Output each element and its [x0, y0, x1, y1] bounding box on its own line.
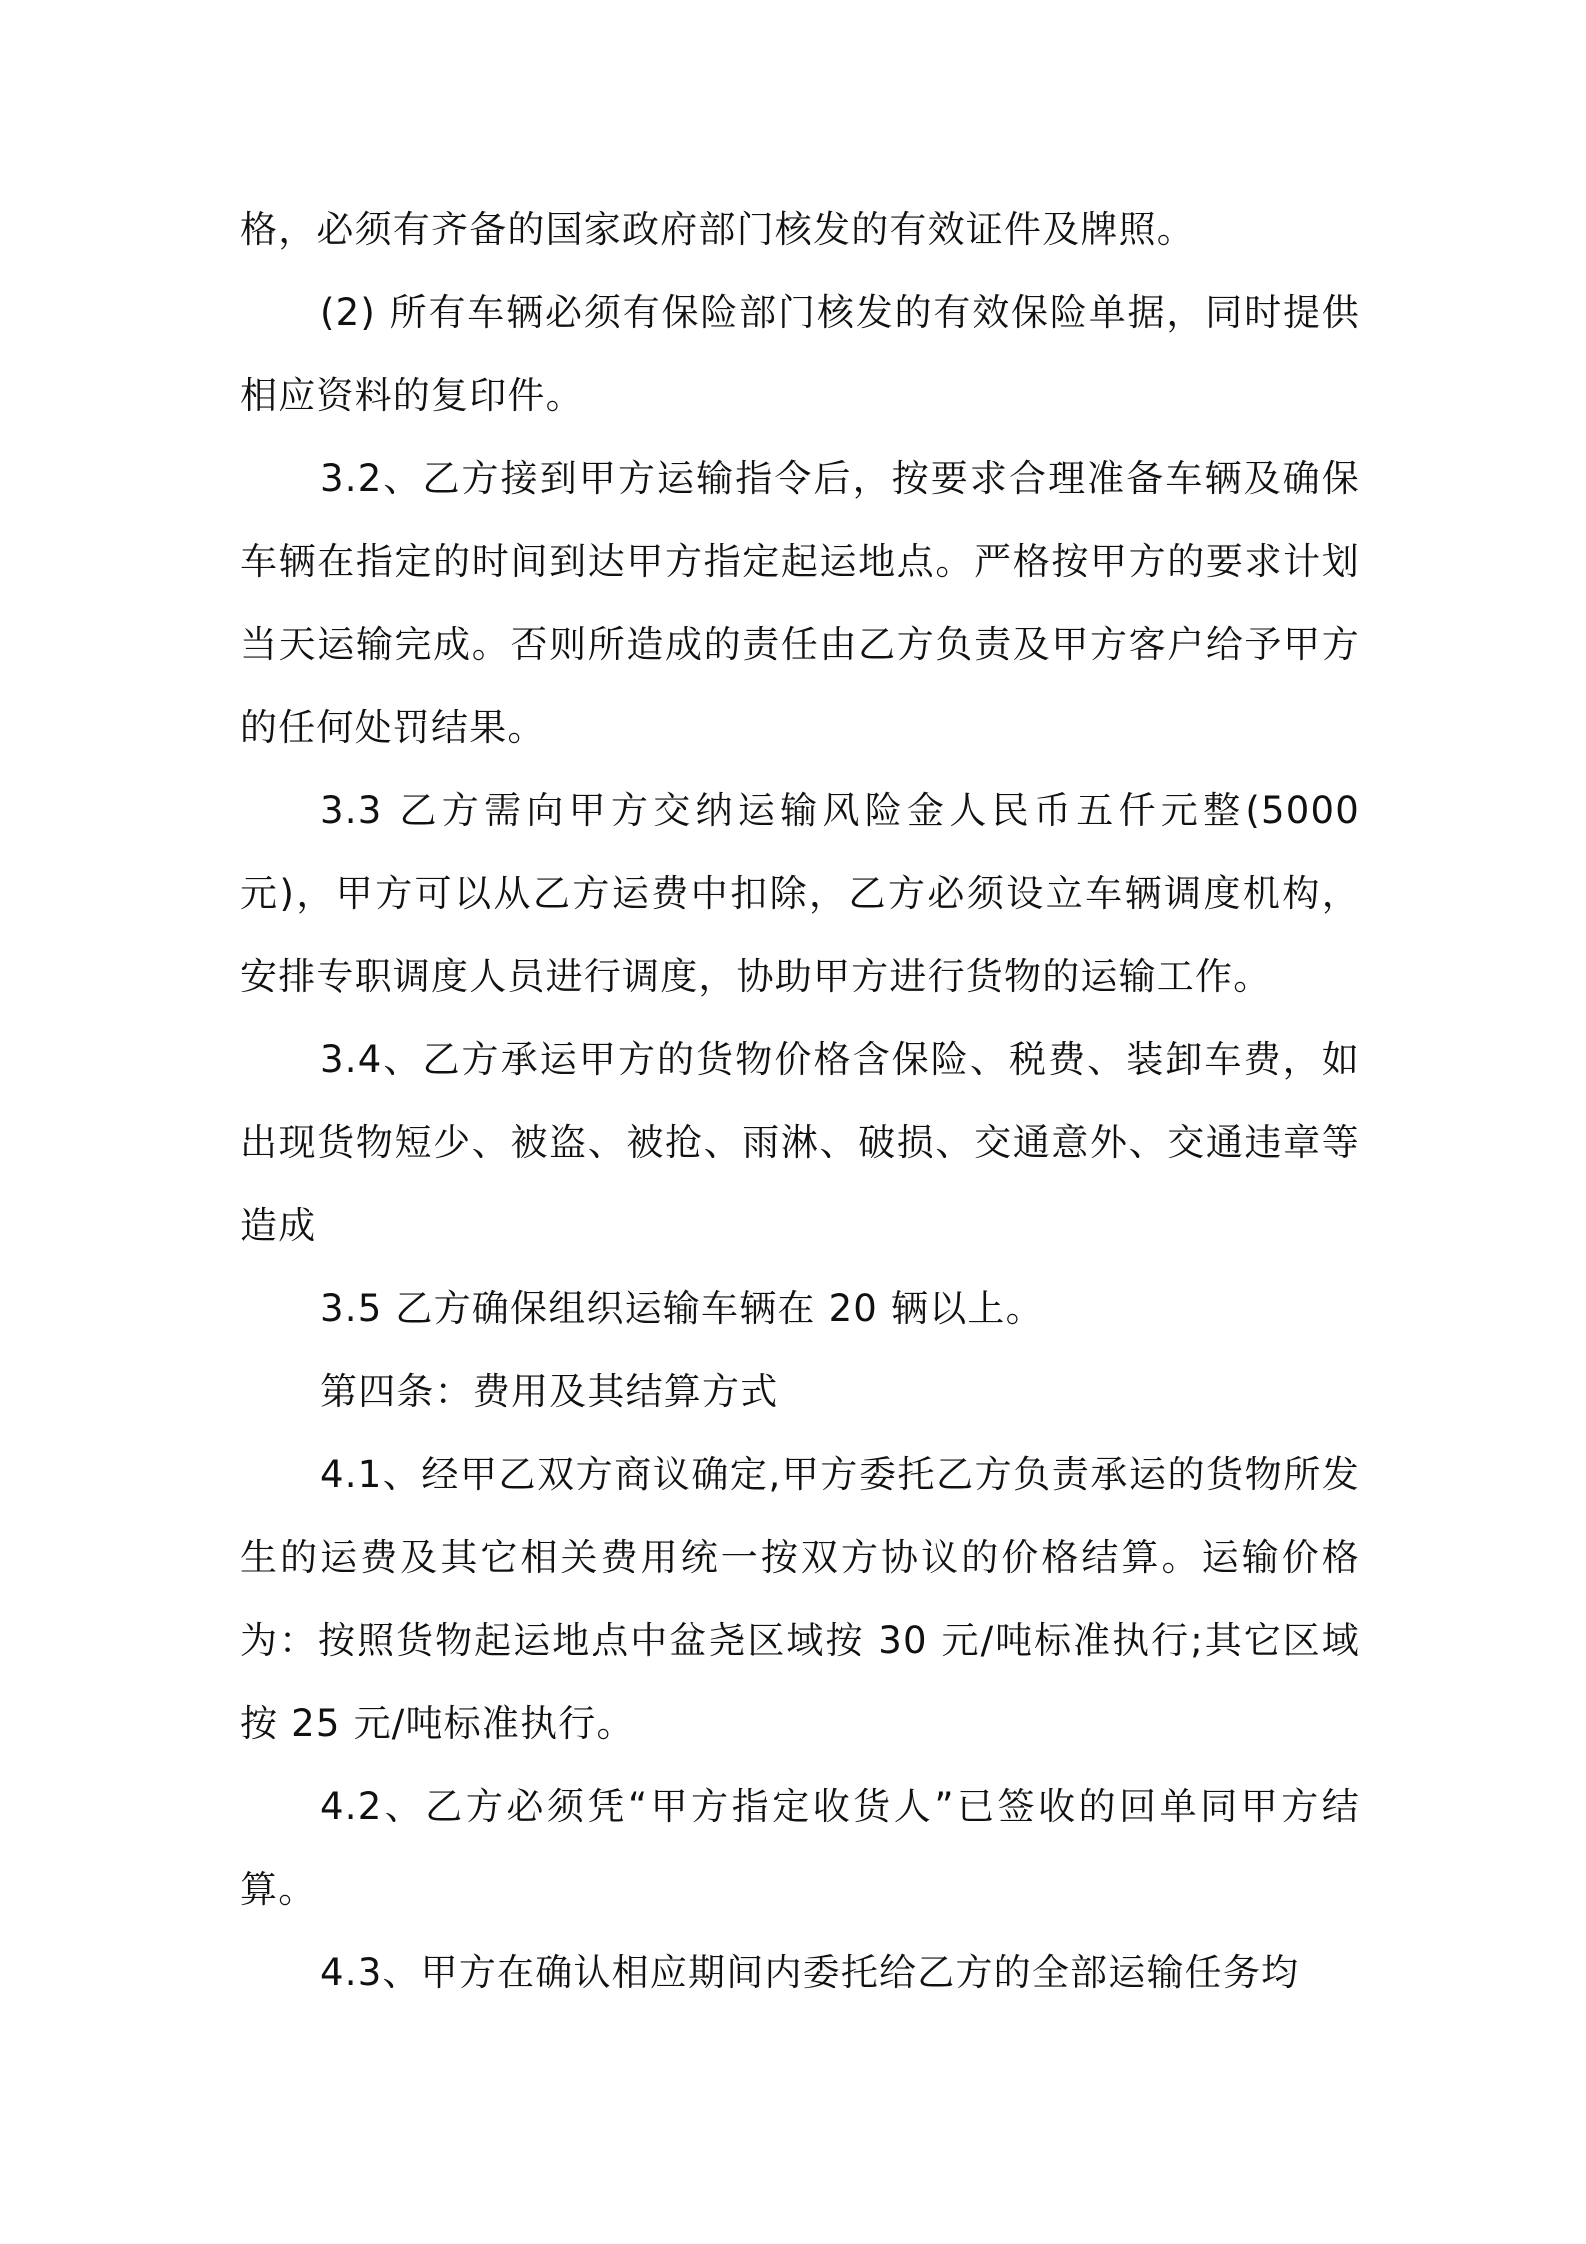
paragraph-3: 3.2、乙方接到甲方运输指令后，按要求合理准备车辆及确保车辆在指定的时间到达甲方指定起运地点。严格按甲方的要求计划当天运输完成。否则所造成的责任由乙方负责及甲方客户给予甲方的任何处罚结果。 [240, 457, 1360, 749]
paragraph-9: 4.2、乙方必须凭“甲方指定收货人”已签收的回单同甲方结算。 [240, 1785, 1360, 1911]
paragraph-2: (2) 所有车辆必须有保险部门核发的有效保险单据，同时提供相应资料的复印件。 [240, 291, 1360, 417]
section-heading: 第四条：费用及其结算方式 [320, 1370, 779, 1413]
document-page [240, 188, 1360, 2014]
paragraph-4: 3.3 乙方需向甲方交纳运输风险金人民币五仟元整(5000元)，甲方可以从乙方运费中扣除，乙方必须设立车辆调度机构，安排专职调度人员进行调度，协助甲方进行货物的运输工作。 [240, 789, 1360, 998]
paragraph-5: 3.4、乙方承运甲方的货物价格含保险、税费、装卸车费，如出现货物短少、被盗、被抢、雨淋、破损、交通意外、交通违章等造成 [240, 1038, 1360, 1247]
paragraph-6: 3.5 乙方确保组织运输车辆在 20 辆以上。 [320, 1287, 1044, 1330]
paragraph-1: 格，必须有齐备的国家政府部门核发的有效证件及牌照。 [240, 208, 1195, 251]
paragraph-10: 4.3、甲方在确认相应期间内委托给乙方的全部运输任务均 [320, 1951, 1300, 1994]
paragraph-8: 4.1、经甲乙双方商议确定,甲方委托乙方负责承运的货物所发生的运费及其它相关费用统一按双方协议的价格结算。运输价格为：按照货物起运地点中盆尧区域按 30 元/吨标准执行;其它区域按 25 元/吨标准执行。 [240, 1453, 1360, 1745]
